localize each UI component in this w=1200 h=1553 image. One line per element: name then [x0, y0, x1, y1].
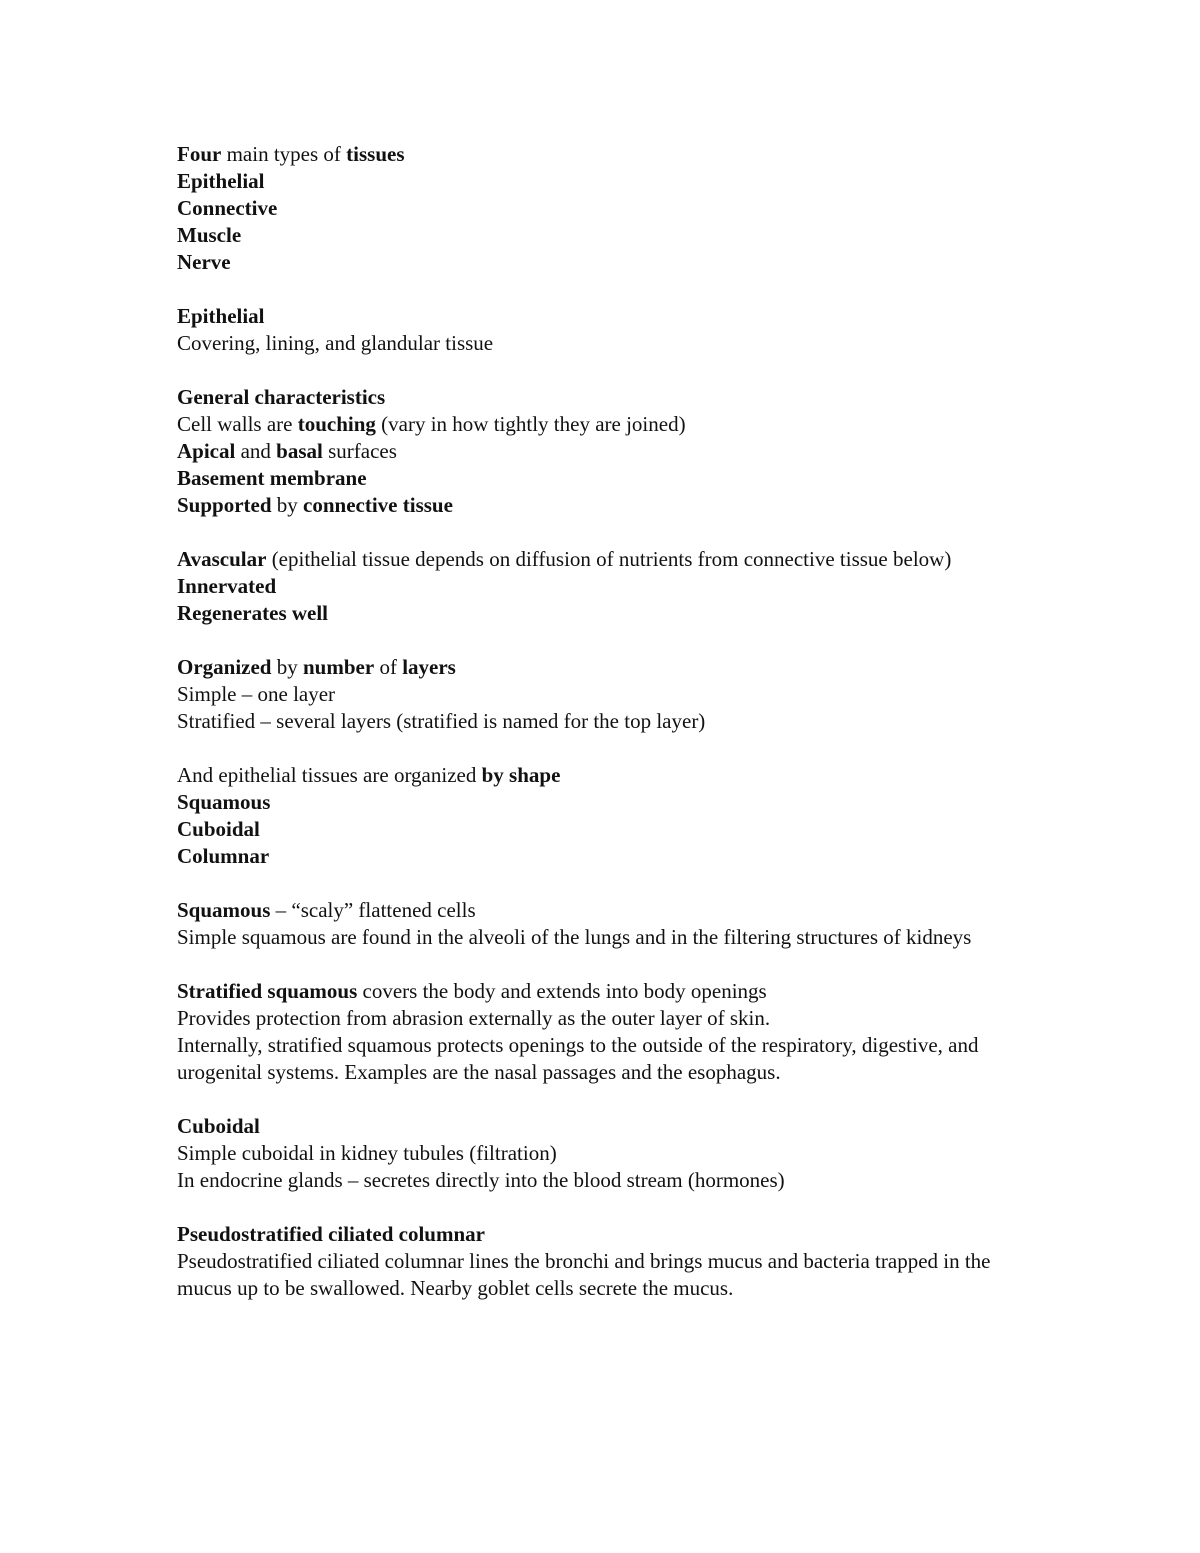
text-line	[177, 1248, 1007, 1302]
bold-text: Cuboidal	[177, 1114, 260, 1138]
section	[177, 1113, 1007, 1194]
section	[177, 384, 1007, 519]
text-run: Stratified – several layers (stratified is named for the top layer)	[177, 709, 706, 733]
bold-text: basal	[276, 439, 323, 463]
text-run: main types of	[221, 142, 347, 166]
text-run: Pseudostratified ciliated columnar lines the bronchi and brings mucus and bacteria trapped in the mucus up to be swallowed. Nearby goblet cells secrete the mucus.	[177, 1249, 996, 1300]
text-line	[177, 1113, 1007, 1140]
text-line	[177, 222, 1007, 249]
text-line	[177, 654, 1007, 681]
text-line	[177, 762, 1007, 789]
text-run: covers the body and extends into body openings	[357, 979, 767, 1003]
text-run: In endocrine glands – secretes directly into the blood stream (hormones)	[177, 1168, 785, 1192]
bold-text: Nerve	[177, 250, 231, 274]
bold-text: General characteristics	[177, 385, 386, 409]
bold-text: Squamous	[177, 790, 271, 814]
text-run: surfaces	[322, 439, 397, 463]
text-line	[177, 1005, 1007, 1032]
bold-text: Columnar	[177, 844, 270, 868]
section	[177, 141, 1007, 276]
text-line	[177, 1140, 1007, 1167]
text-line	[177, 546, 1007, 573]
bold-text: layers	[402, 655, 456, 679]
text-run: by	[271, 493, 304, 517]
text-run: Simple cuboidal in kidney tubules (filtration)	[177, 1141, 557, 1165]
bold-text: Stratified squamous	[177, 979, 358, 1003]
text-run: by	[271, 655, 303, 679]
text-run: (vary in how tightly they are joined)	[375, 412, 686, 436]
text-line	[177, 141, 1007, 168]
bold-text: Cuboidal	[177, 817, 260, 841]
bold-text: Epithelial	[177, 169, 265, 193]
bold-text: Avascular	[177, 547, 267, 571]
section	[177, 978, 1007, 1086]
text-line	[177, 249, 1007, 276]
text-line	[177, 195, 1007, 222]
text-line	[177, 303, 1007, 330]
section	[177, 762, 1007, 870]
text-run: Covering, lining, and glandular tissue	[177, 331, 494, 355]
text-line	[177, 492, 1007, 519]
document-body	[177, 141, 1007, 1329]
text-run: of	[374, 655, 403, 679]
section	[177, 303, 1007, 357]
text-line	[177, 924, 1007, 951]
text-run: – “scaly” flattened cells	[270, 898, 476, 922]
text-line	[177, 708, 1007, 735]
text-line	[177, 168, 1007, 195]
text-line	[177, 789, 1007, 816]
text-line	[177, 1167, 1007, 1194]
text-line	[177, 330, 1007, 357]
text-line	[177, 1221, 1007, 1248]
text-line	[177, 573, 1007, 600]
bold-text: connective tissue	[303, 493, 453, 517]
bold-text: touching	[297, 412, 376, 436]
text-line	[177, 978, 1007, 1005]
bold-text: Connective	[177, 196, 278, 220]
bold-text: Supported	[177, 493, 272, 517]
text-line	[177, 438, 1007, 465]
bold-text: Regenerates well	[177, 601, 329, 625]
text-run: Simple squamous are found in the alveoli of the lungs and in the filtering structures of kidneys	[177, 925, 972, 949]
text-line	[177, 816, 1007, 843]
text-line	[177, 600, 1007, 627]
text-run: Internally, stratified squamous protects openings to the outside of the respiratory, digestive, and urogenital systems. Examples are the nasal passages and the esophagus.	[177, 1033, 984, 1084]
section	[177, 654, 1007, 735]
bold-text: by shape	[481, 763, 561, 787]
text-line	[177, 1032, 1007, 1086]
text-line	[177, 384, 1007, 411]
bold-text: Apical	[177, 439, 236, 463]
bold-text: Organized	[177, 655, 272, 679]
bold-text: Epithelial	[177, 304, 265, 328]
bold-text: Squamous	[177, 898, 271, 922]
text-line	[177, 411, 1007, 438]
text-run: and	[235, 439, 277, 463]
bold-text: Pseudostratified ciliated columnar	[177, 1222, 485, 1246]
bold-text: Innervated	[177, 574, 277, 598]
bold-text: Four	[177, 142, 222, 166]
section	[177, 546, 1007, 627]
text-line	[177, 465, 1007, 492]
bold-text: number	[303, 655, 375, 679]
section	[177, 1221, 1007, 1302]
bold-text: Basement membrane	[177, 466, 367, 490]
text-run: Provides protection from abrasion externally as the outer layer of skin.	[177, 1006, 771, 1030]
section	[177, 897, 1007, 951]
text-run: Cell walls are	[177, 412, 298, 436]
text-run: And epithelial tissues are organized	[177, 763, 482, 787]
text-line	[177, 681, 1007, 708]
text-line	[177, 897, 1007, 924]
text-run: (epithelial tissue depends on diffusion of nutrients from connective tissue below)	[266, 547, 952, 571]
text-line	[177, 843, 1007, 870]
text-run: Simple – one layer	[177, 682, 336, 706]
bold-text: tissues	[346, 142, 405, 166]
bold-text: Muscle	[177, 223, 242, 247]
